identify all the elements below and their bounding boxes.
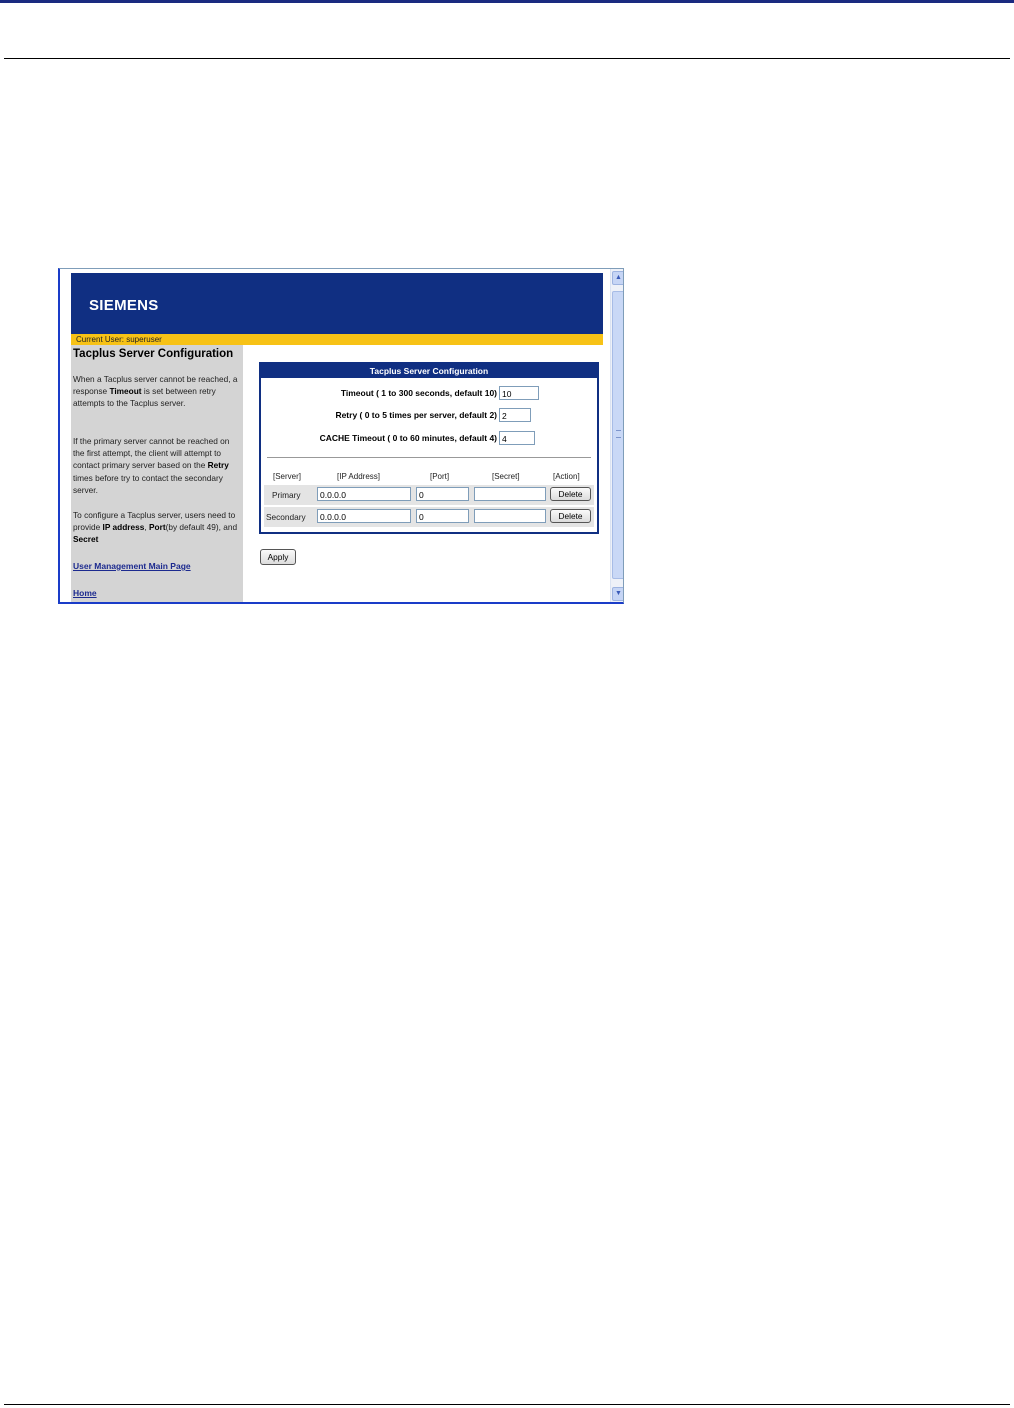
retry-label: Retry ( 0 to 5 times per server, default 2)	[335, 410, 497, 420]
page-top-bar	[0, 0, 1014, 3]
footer-rule	[4, 1404, 1010, 1405]
column-header-port: [Port]	[430, 472, 450, 481]
primary-ip-input[interactable]: 0.0.0.0	[317, 487, 411, 501]
grip-icon	[616, 430, 621, 438]
timeout-label: Timeout ( 1 to 300 seconds, default 10)	[340, 388, 497, 398]
browser-window	[58, 268, 624, 604]
retry-help-text: If the primary server cannot be reached on the first attempt, the client will attempt to contact primary server based on the Retry times before try to contact the secondary server.	[73, 436, 230, 495]
section-divider	[267, 457, 591, 458]
configure-help-text: To configure a Tacplus server, users need to provide IP address, Port(by default 49), and Secret	[73, 510, 238, 545]
cache-timeout-label: CACHE Timeout ( 0 to 60 minutes, default 4)	[319, 433, 497, 443]
primary-secret-input[interactable]	[474, 487, 546, 501]
siemens-banner	[71, 273, 603, 334]
timeout-help-text: When a Tacplus server cannot be reached, a response Timeout is set between retry attempts to the Tacplus server.	[73, 374, 238, 409]
scroll-up-icon[interactable]: ▲	[612, 271, 624, 285]
vertical-scrollbar[interactable]	[610, 269, 624, 603]
column-header-server: [Server]	[273, 472, 302, 481]
sidebar	[71, 345, 243, 603]
sidebar-title: Tacplus Server Configuration	[73, 348, 234, 360]
secondary-secret-input[interactable]	[474, 509, 546, 523]
primary-delete-button[interactable]: Delete	[550, 487, 591, 501]
primary-port-input[interactable]: 0	[416, 487, 469, 501]
current-user-bar	[71, 334, 603, 345]
scroll-thumb[interactable]	[612, 291, 624, 579]
current-user-label: Current User: superuser	[76, 335, 162, 344]
scroll-down-icon[interactable]: ▼	[612, 587, 624, 601]
server-row-primary	[264, 485, 594, 505]
secondary-port-input[interactable]: 0	[416, 509, 469, 523]
header-rule	[4, 58, 1010, 59]
home-link[interactable]: Home	[73, 588, 97, 598]
config-panel-title: Tacplus Server Configuration	[261, 364, 597, 378]
secondary-delete-button[interactable]: Delete	[550, 509, 591, 523]
user-management-link[interactable]: User Management Main Page	[73, 561, 191, 571]
apply-button[interactable]: Apply	[260, 549, 296, 565]
server-row-secondary	[264, 507, 594, 527]
column-header-ip: [IP Address]	[337, 472, 380, 481]
column-header-action: [Action]	[553, 472, 580, 481]
tacplus-config-panel	[259, 362, 599, 534]
column-header-secret: [Secret]	[492, 472, 520, 481]
server-name: Secondary	[266, 512, 306, 522]
server-name: Primary	[272, 490, 301, 500]
retry-input[interactable]: 2	[499, 408, 531, 422]
timeout-input[interactable]: 10	[499, 386, 539, 400]
cache-timeout-input[interactable]: 4	[499, 431, 535, 445]
secondary-ip-input[interactable]: 0.0.0.0	[317, 509, 411, 523]
siemens-logo: SIEMENS	[89, 297, 159, 314]
